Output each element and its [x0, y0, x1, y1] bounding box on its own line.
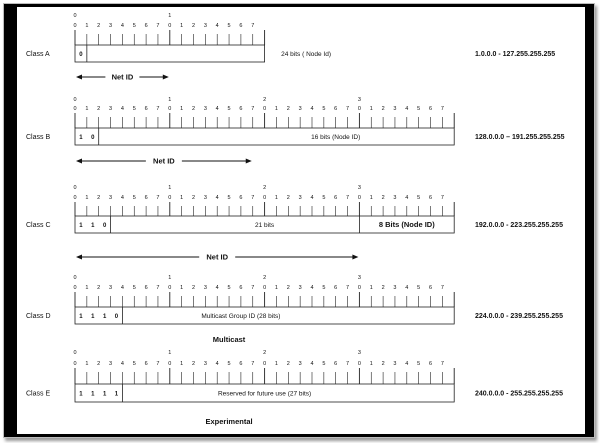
- bit-label: 5: [322, 106, 326, 112]
- bit-label: 3: [298, 285, 302, 291]
- bit-label: 5: [417, 361, 421, 367]
- bit-label: 5: [322, 361, 326, 367]
- bit-label: 1: [85, 106, 89, 112]
- bit-label: 5: [227, 285, 231, 291]
- bit-label: 2: [191, 23, 196, 29]
- bit-label: 0: [263, 285, 267, 291]
- bit-label: 1: [274, 285, 278, 291]
- byte-label: 1: [168, 350, 172, 356]
- bit-label: 0: [73, 23, 77, 29]
- bit-label: 7: [440, 106, 444, 112]
- bit-label: 0: [73, 195, 77, 201]
- class-prefix-bit: 0: [79, 52, 83, 58]
- bit-label: 4: [215, 195, 219, 201]
- bit-label: 6: [144, 23, 148, 29]
- arrow-head-right: [163, 75, 169, 80]
- bit-label: 6: [334, 195, 338, 201]
- byte-label: 0: [73, 97, 77, 103]
- arrow-head-left: [76, 255, 82, 260]
- bit-label: 6: [144, 361, 148, 367]
- bit-label: 1: [274, 195, 278, 201]
- bit-label: 2: [191, 195, 196, 201]
- bit-label: 4: [405, 106, 409, 112]
- bit-label: 6: [334, 285, 338, 291]
- bit-label: 7: [156, 106, 160, 112]
- class-label: Class C: [26, 222, 51, 229]
- bit-label: 0: [357, 285, 361, 291]
- bit-label: 7: [251, 23, 255, 29]
- bit-label: 5: [132, 361, 136, 367]
- bit-label: 3: [203, 361, 207, 367]
- field-label: 21 bits: [255, 222, 275, 229]
- bit-label: 0: [357, 195, 361, 201]
- bit-label: 4: [120, 285, 124, 291]
- bit-label: 6: [239, 285, 243, 291]
- bit-label: 3: [109, 106, 113, 112]
- byte-label: 1: [168, 97, 172, 103]
- bit-label: 3: [203, 285, 207, 291]
- bit-label: 2: [381, 195, 385, 201]
- bit-label: 5: [417, 106, 421, 112]
- bit-label: 7: [156, 195, 160, 201]
- bit-label: 3: [298, 361, 302, 367]
- field-label: Reserved for future use (27 bits): [217, 390, 312, 398]
- bit-label: 1: [85, 361, 89, 367]
- address-range: 1.0.0.0 - 127.255.255.255: [475, 51, 556, 58]
- bit-label: 4: [120, 195, 124, 201]
- bit-label: 2: [191, 285, 196, 291]
- bit-label: 5: [227, 195, 231, 201]
- bit-label: 2: [97, 23, 101, 29]
- bit-label: 2: [191, 361, 196, 367]
- bit-label: 1: [85, 285, 89, 291]
- bit-label: 6: [144, 285, 148, 291]
- bit-label: 6: [428, 361, 433, 367]
- bit-label: 1: [369, 285, 373, 291]
- bit-label: 1: [369, 195, 373, 201]
- bit-label: 4: [310, 106, 314, 112]
- bit-label: 2: [286, 285, 290, 291]
- field-label: 24 bits ( Node Id): [281, 51, 332, 58]
- byte-label: 1: [168, 185, 172, 191]
- bit-label: 7: [156, 23, 160, 29]
- class-label: Class D: [26, 313, 51, 320]
- bit-label: 0: [168, 106, 172, 112]
- bit-label: 5: [132, 106, 136, 112]
- bit-label: 0: [73, 285, 77, 291]
- bit-label: 0: [263, 361, 267, 367]
- bit-label: 6: [428, 195, 433, 201]
- bit-label: 2: [286, 361, 290, 367]
- bit-label: 0: [357, 361, 361, 367]
- class-caption: Experimental: [205, 417, 253, 426]
- bit-label: 5: [132, 195, 136, 201]
- bit-label: 7: [156, 361, 160, 367]
- bit-label: 5: [417, 195, 421, 201]
- arrow-head-right: [352, 255, 358, 260]
- bit-label: 7: [346, 106, 350, 112]
- class-prefix-bit: 1: [79, 391, 83, 398]
- bit-label: 0: [73, 106, 77, 112]
- bit-label: 2: [97, 106, 101, 112]
- bit-label: 4: [215, 23, 219, 29]
- bit-label: 4: [405, 361, 409, 367]
- bit-label: 2: [381, 106, 385, 112]
- bit-label: 2: [381, 285, 385, 291]
- bit-label: 3: [203, 23, 207, 29]
- bit-label: 6: [334, 361, 338, 367]
- byte-label: 0: [73, 13, 77, 19]
- class-label: Class B: [26, 134, 51, 141]
- class-label: Class E: [26, 390, 51, 398]
- bit-label: 0: [263, 195, 267, 201]
- bit-label: 1: [274, 361, 278, 367]
- class-prefix-bit: 1: [79, 135, 83, 141]
- class-prefix-bit: 1: [114, 391, 119, 398]
- byte-label: 1: [168, 13, 172, 19]
- bit-label: 3: [393, 285, 397, 291]
- bit-label: 2: [191, 106, 196, 112]
- bit-label: 0: [168, 361, 172, 367]
- bit-label: 3: [298, 106, 302, 112]
- bit-label: 7: [156, 285, 160, 291]
- bit-label: 3: [203, 195, 207, 201]
- field-label: 8 Bits (Node ID): [378, 220, 435, 229]
- bit-label: 5: [322, 285, 326, 291]
- bit-label: 5: [132, 285, 136, 291]
- byte-label: 2: [263, 185, 267, 191]
- bit-label: 7: [346, 361, 350, 367]
- bit-label: 1: [85, 195, 89, 201]
- bit-label: 5: [132, 23, 136, 29]
- byte-label: 1: [168, 275, 172, 281]
- byte-label: 2: [263, 275, 267, 281]
- net-id-label: Net ID: [111, 72, 134, 82]
- byte-label: 0: [73, 275, 77, 281]
- net-id-label: Net ID: [153, 156, 175, 166]
- bit-label: 4: [405, 285, 409, 291]
- bit-label: 6: [144, 195, 148, 201]
- bit-label: 0: [168, 195, 172, 201]
- bit-label: 4: [215, 106, 219, 112]
- bit-label: 5: [227, 361, 231, 367]
- bit-label: 6: [239, 361, 243, 367]
- bit-label: 1: [180, 195, 184, 201]
- byte-label: 3: [357, 97, 361, 103]
- bit-label: 4: [120, 23, 124, 29]
- arrow-head-left: [76, 75, 82, 80]
- bit-label: 0: [357, 106, 361, 112]
- image-frame: [3, 3, 595, 438]
- bit-label: 1: [180, 361, 184, 367]
- bit-label: 6: [334, 106, 338, 112]
- bit-label: 2: [286, 195, 290, 201]
- address-range: 128.0.0.0 – 191.255.255.255: [475, 134, 565, 141]
- byte-label: 3: [357, 350, 361, 356]
- bit-label: 6: [428, 106, 433, 112]
- bit-label: 4: [310, 195, 314, 201]
- bit-label: 4: [405, 195, 409, 201]
- address-range: 192.0.0.0 - 223.255.255.255: [475, 222, 563, 229]
- address-range: 224.0.0.0 - 239.255.255.255: [475, 313, 563, 320]
- bit-label: 6: [144, 106, 148, 112]
- bit-label: 5: [322, 195, 326, 201]
- arrow-head-left: [76, 159, 82, 164]
- net-id-label: Net ID: [206, 252, 229, 262]
- bit-label: 7: [251, 195, 255, 201]
- bit-label: 3: [109, 361, 113, 367]
- diagram-canvas: [17, 7, 585, 434]
- bit-register: [75, 45, 265, 62]
- bit-label: 7: [440, 195, 444, 201]
- bit-label: 7: [251, 285, 255, 291]
- bit-label: 0: [168, 285, 172, 291]
- bit-label: 6: [239, 195, 243, 201]
- bit-label: 4: [120, 361, 124, 367]
- bit-label: 4: [310, 361, 314, 367]
- class-prefix-bit: 0: [114, 314, 119, 320]
- class-prefix-bit: 1: [79, 223, 83, 229]
- bit-label: 1: [369, 361, 373, 367]
- bit-label: 2: [97, 285, 101, 291]
- byte-label: 3: [357, 275, 361, 281]
- bit-label: 1: [180, 285, 184, 291]
- class-label: Class A: [26, 51, 50, 58]
- bit-label: 3: [203, 106, 207, 112]
- field-label: Multicast Group ID (28 bits): [201, 313, 281, 320]
- bit-register: [75, 128, 454, 145]
- bit-label: 0: [263, 106, 267, 112]
- bit-label: 7: [346, 195, 350, 201]
- bit-label: 7: [440, 285, 444, 291]
- bit-label: 5: [417, 285, 421, 291]
- bit-label: 2: [286, 106, 290, 112]
- bit-label: 4: [215, 361, 219, 367]
- byte-label: 0: [73, 350, 77, 356]
- field-label: 16 bits (Node ID): [311, 134, 361, 141]
- bit-label: 0: [73, 361, 77, 367]
- bit-label: 2: [97, 195, 101, 201]
- class-prefix-bit: 1: [91, 391, 95, 398]
- ip-address-classes-diagram: [17, 7, 585, 434]
- byte-label: 0: [73, 185, 77, 191]
- bit-label: 1: [180, 106, 184, 112]
- bit-label: 3: [393, 106, 397, 112]
- bit-label: 1: [180, 23, 184, 29]
- bit-label: 7: [251, 361, 255, 367]
- class-caption: Multicast: [212, 335, 246, 344]
- address-range: 240.0.0.0 - 255.255.255.255: [475, 390, 563, 398]
- bit-label: 4: [215, 285, 219, 291]
- bit-label: 3: [109, 23, 113, 29]
- bit-label: 5: [227, 106, 231, 112]
- bit-label: 3: [298, 195, 302, 201]
- bit-label: 1: [369, 106, 373, 112]
- bit-label: 4: [120, 106, 124, 112]
- bit-label: 7: [251, 106, 255, 112]
- byte-label: 3: [357, 185, 361, 191]
- bit-label: 3: [393, 361, 397, 367]
- bit-label: 3: [109, 195, 113, 201]
- bit-label: 0: [168, 23, 172, 29]
- bit-label: 5: [227, 23, 231, 29]
- class-prefix-bit: 0: [91, 135, 95, 141]
- bit-label: 1: [85, 23, 89, 29]
- bit-label: 7: [346, 285, 350, 291]
- class-prefix-bit: 1: [79, 314, 83, 320]
- class-prefix-bit: 0: [102, 223, 107, 229]
- class-prefix-bit: 1: [91, 314, 95, 320]
- bit-label: 6: [239, 23, 243, 29]
- bit-label: 6: [239, 106, 243, 112]
- bit-label: 2: [97, 361, 101, 367]
- class-prefix-bit: 1: [91, 223, 95, 229]
- bit-label: 3: [109, 285, 113, 291]
- bit-label: 3: [393, 195, 397, 201]
- class-prefix-bit: 1: [102, 314, 107, 320]
- byte-label: 2: [263, 97, 267, 103]
- bit-label: 7: [440, 361, 444, 367]
- bit-label: 2: [381, 361, 385, 367]
- bit-label: 4: [310, 285, 314, 291]
- bit-label: 1: [274, 106, 278, 112]
- arrow-head-right: [246, 159, 252, 164]
- class-prefix-bit: 1: [102, 391, 107, 398]
- bit-label: 6: [428, 285, 433, 291]
- byte-label: 2: [263, 350, 267, 356]
